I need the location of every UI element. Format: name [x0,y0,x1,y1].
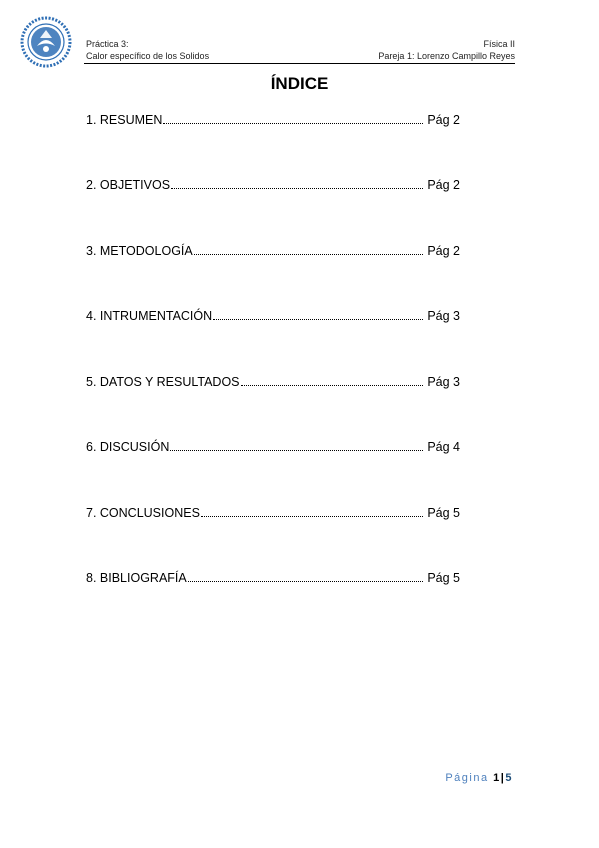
toc-entry-page: Pág 5 [427,506,460,520]
toc-leader-dots [170,450,423,451]
practice-title: Calor específico de los Solidos [86,51,210,61]
toc-entry-page: Pág 2 [427,244,460,258]
toc-entry[interactable] [86,569,460,587]
toc-entry-label: 7. CONCLUSIONES [86,506,200,520]
header-right [378,38,515,62]
toc-leader-dots [163,123,423,124]
toc-entry[interactable] [86,242,460,260]
toc-entry-label: 4. INTRUMENTACIÓN [86,309,213,323]
header-divider [84,63,515,64]
toc-entry[interactable] [86,176,460,194]
toc-entry[interactable] [86,111,460,129]
toc-entry[interactable] [86,438,460,456]
toc-leader-dots [213,319,423,320]
toc-leader-dots [201,516,423,517]
toc-entry[interactable] [86,504,460,522]
authors: Pareja 1: Lorenzo Campillo Reyes [378,51,515,61]
header-left [86,38,209,62]
course-name: Física II [483,39,515,49]
toc-entry-label: 3. METODOLOGÍA [86,244,193,258]
toc-entry-page: Pág 2 [427,178,460,192]
page-footer [445,772,513,784]
page-title: ÍNDICE [270,74,329,93]
toc-entry-label: 5. DATOS Y RESULTADOS [86,375,240,389]
toc-entry-label: 1. RESUMEN [86,113,163,127]
toc-entry[interactable] [86,373,460,391]
footer-page-number: 1 [493,772,501,784]
toc-leader-dots [171,188,423,189]
toc-entry-label: 8. BIBLIOGRAFÍA [86,571,187,585]
toc-leader-dots [241,385,423,386]
toc-entry-page: Pág 5 [427,571,460,585]
toc-entry-label: 6. DISCUSIÓN [86,440,170,454]
toc-leader-dots [194,254,423,255]
toc-entry-page: Pág 3 [427,309,460,323]
toc-entry[interactable] [86,307,460,325]
footer-page-word: Página [445,772,489,784]
toc-entry-label: 2. OBJETIVOS [86,178,171,192]
toc-entry-page: Pág 3 [427,375,460,389]
toc-leader-dots [188,581,423,582]
university-seal-icon [20,16,72,68]
practice-number: Práctica 3: [86,39,129,49]
footer-page-total: 5 [505,772,513,784]
toc-entry-page: Pág 4 [427,440,460,454]
toc-entry-page: Pág 2 [427,113,460,127]
footer-separator: | [500,772,506,784]
